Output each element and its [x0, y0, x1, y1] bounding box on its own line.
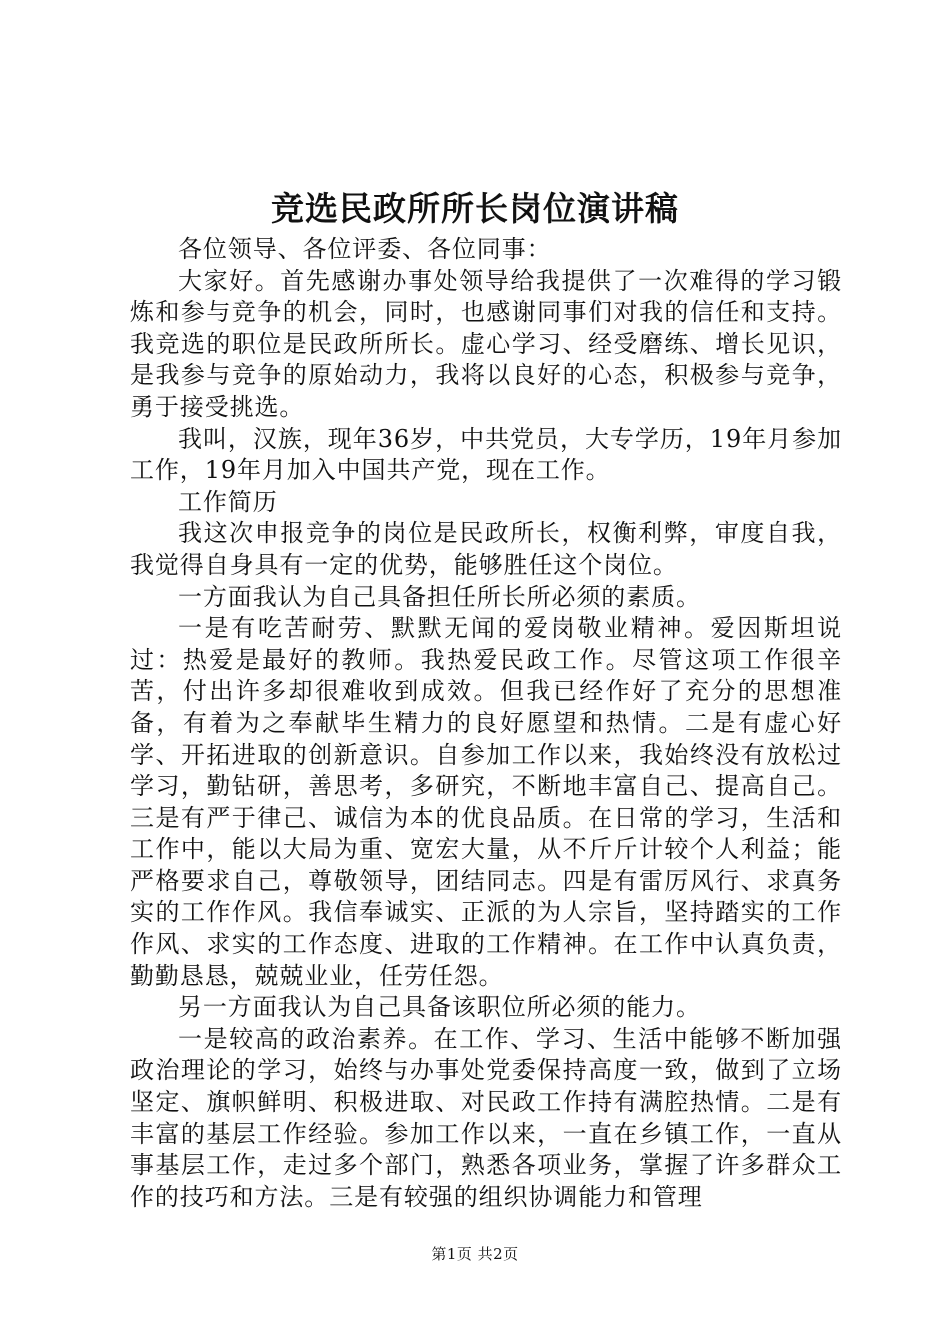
paragraph-salutation: 各位领导、各位评委、各位同事：	[178, 235, 552, 263]
paragraph-position-claim: 我这次申报竞争的岗位是民政所长，权衡利弊，审度自我，我觉得自身具有一定的优势，能够胜任这个岗位。	[130, 519, 842, 579]
paragraph-qualities-intro: 一方面我认为自己具备担任所长所必须的素质。	[178, 582, 701, 611]
paragraph-abilities-intro: 另一方面我认为自己具备该职位所必须的能力。	[178, 993, 701, 1022]
page-number-footer: 第1页 共2页	[431, 1245, 519, 1263]
paragraph-work-history-heading: 工作简历	[178, 487, 278, 516]
paragraph-self-intro: 我叫，汉族，现年36岁，中共党员，大专学历，19年月参加工作，19年月加入中国共产党，现在工作。	[130, 424, 842, 485]
document-body	[130, 234, 842, 1213]
paragraph-greeting: 大家好。首先感谢办事处领导给我提供了一次难得的学习锻炼和参与竞争的机会，同时，也感谢同事们对我的信任和支持。我竞选的职位是民政所所长。虚心学习、经受磨练、增长见识，是我参与竞争的原始动力，我将以良好的心态，积极参与竞争，勇于接受挑选。	[130, 266, 842, 421]
paragraph-qualities-detail: 一是有吃苦耐劳、默默无闻的爱岗敬业精神。爱因斯坦说过：热爱是最好的教师。我热爱民政工作。尽管这项工作很辛苦，付出许多却很难收到成效。但我已经作好了充分的思想准备，有着为之奉献毕生精力的良好愿望和热情。二是有虚心好学、开拓进取的创新意识。自参加工作以来，我始终没有放松过学习，勤钻研，善思考，多研究，不断地丰富自己、提高自己。三是有严于律己、诚信为本的优良品质。在日常的学习，生活和工作中，能以大局为重、宽宏大量，从不斤斤计较个人利益；能严格要求自己，尊敬领导，团结同志。四是有雷厉风行、求真务实的工作作风。我信奉诚实、正派的为人宗旨，坚持踏实的工作作风、求实的工作态度、进取的工作精神。在工作中认真负责，勤勤恳恳，兢兢业业，任劳任怨。	[130, 614, 842, 990]
document-title: 竞选民政所所长岗位演讲稿	[271, 189, 679, 228]
paragraph-abilities-detail: 一是较高的政治素养。在工作、学习、生活中能够不断加强政治理论的学习，始终与办事处党委保持高度一致，做到了立场坚定、旗帜鲜明、积极进取、对民政工作持有满腔热情。二是有丰富的基层工作经验。参加工作以来，一直在乡镇工作，一直从事基层工作，走过多个部门，熟悉各项业务，掌握了许多群众工作的技巧和方法。三是有较强的组织协调能力和管理	[130, 1024, 842, 1211]
